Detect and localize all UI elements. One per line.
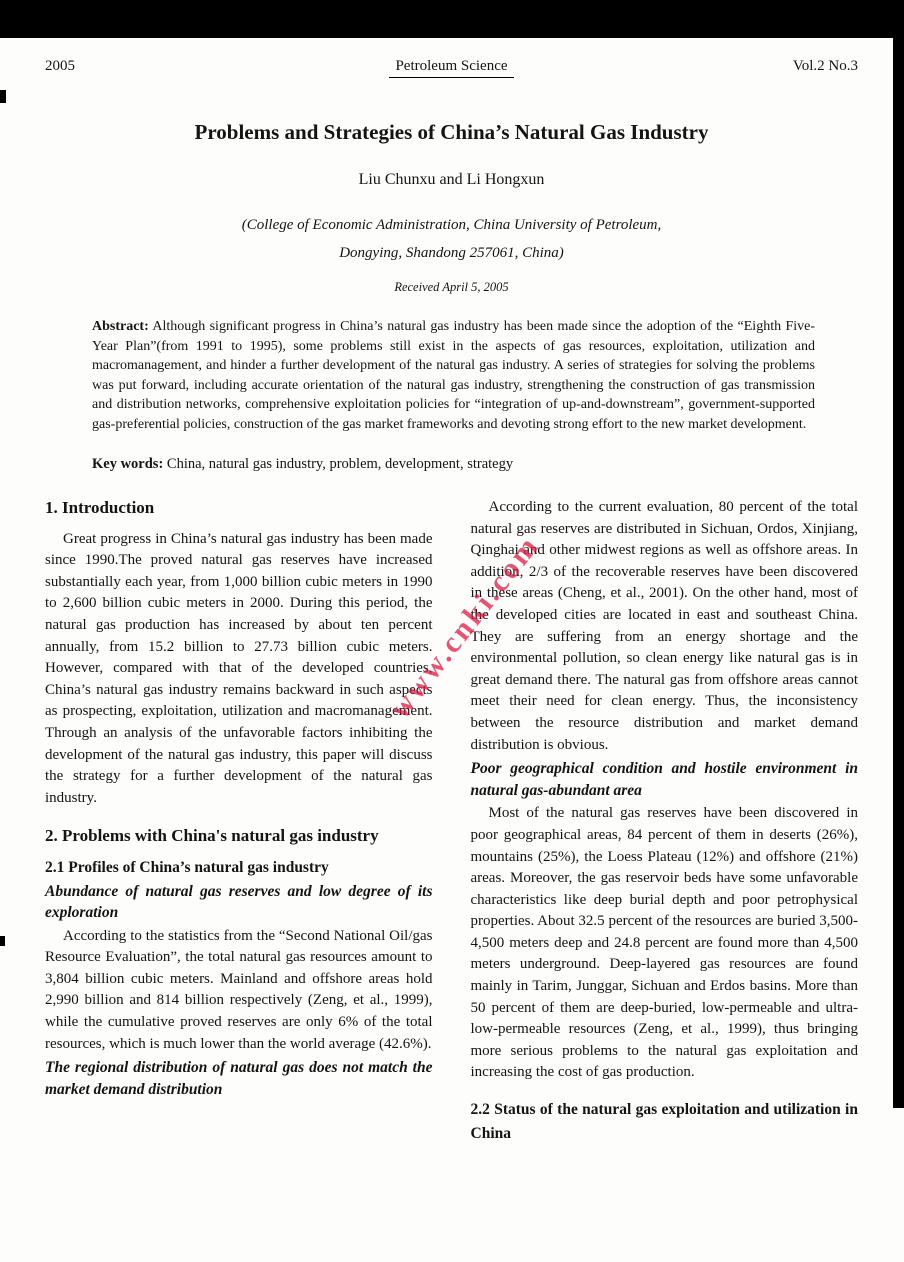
keywords-label: Key words:	[92, 456, 164, 472]
subtopic-abundance-heading: Abundance of natural gas reserves and low degree of its exploration	[45, 882, 433, 922]
header-year: 2005	[45, 58, 75, 74]
section-2-1-heading: 2.1 Profiles of China’s natural gas industry	[45, 858, 329, 876]
abstract	[92, 317, 815, 434]
section-1-heading: 1. Introduction	[45, 498, 155, 517]
keywords-text: China, natural gas industry, problem, development, strategy	[166, 456, 514, 472]
abstract-text: Although significant progress in China’s natural gas industry has been made since the adoption of the “Eighth Five-Year Plan”(from 1991 to 1995), some problems still exist in the aspects of gas resources, exploitation, utilization and macromanagement, and hinder a further development of the natural gas industry. A series of strategies for solving the problems was put forward, including accurate orientation of the natural gas industry, strengthening the construction of gas transmission and distribution networks, comprehensive exploitation policies for “integration of up-and-downstream”, government-supported gas-preferential policies, construction of the gas market frameworks and devoting strong effort to the new market development.	[92, 319, 815, 432]
subtopic-regional-paragraph: According to the current evaluation, 80 percent of the total natural gas reserves are distributed in Sichuan, Ordos, Xinjiang, Qinghai and other midwest regions as well as offshore areas. In addition, 2/3 of the recoverable reserves have been discovered in these areas (Cheng, et al., 2001). On the other hand, most of the developed cities are located in east and southeast China. They are suffering from an energy shortage and the environmental pollution, so clean energy like natural gas is in great demand there. The natural gas from offshore areas cannot meet their need for clean energy. Thus, the inconsistency between the resource distribution and market demand distribution is obvious.	[470, 499, 858, 753]
section-2-heading: 2. Problems with China's natural gas industry	[45, 826, 379, 846]
scan-artifact-left-mark	[0, 936, 5, 946]
keywords	[92, 456, 815, 473]
right-column	[471, 497, 859, 1148]
scan-artifact-left-mark	[0, 90, 6, 103]
authors: Liu Chunxu and Li Hongxun	[358, 171, 545, 188]
journal-name: Petroleum Science	[389, 58, 513, 78]
paper-title: Problems and Strategies of China’s Natural Gas Industry	[194, 120, 709, 144]
abstract-label: Abstract:	[92, 319, 149, 334]
subtopic-geography-paragraph: Most of the natural gas reserves have been discovered in poor geographical areas, 84 percent of them in deserts (26%), mountains (25%), the Loess Plateau (12%) and offshore (21%) areas. Moreover, the gas reservoir beds have some unfavorable characteristics like deep burial depth and poor petrophysical properties. About 32.5 percent of the resources are buried 3,500-4,500 meters deep and 24.8 percent are found more than 4,500 meters underground. Deep-layered gas resources are found mainly in Tarim, Junggar, Sichuan and Erdos basins. More than 50 percent of them are deep-buried, low-permeable and ultra-low-permeable resources (Zeng, et al., 1999), thus bringing more serious problems to the natural gas exploitation and increasing the cost of gas production.	[470, 805, 858, 1081]
subtopic-abundance-paragraph: According to the statistics from the “Second National Oil/gas Resource Evaluation”, the total natural gas resources amount to 3,804 billion cubic meters. Mainland and offshore areas hold 2,990 billion and 814 billion respectively (Zeng, et al., 1999), while the cumulative proved reserves are only 6% of the total resources, which is much lower than the world average (42.6%).	[45, 927, 433, 1052]
scan-artifact-top-edge	[0, 0, 904, 38]
body-columns	[45, 497, 858, 1148]
affiliation-line-1: (College of Economic Administration, China University of Petroleum,	[241, 217, 662, 233]
affiliation-line-2: Dongying, Shandong 257061, China)	[339, 245, 564, 261]
affiliation	[45, 211, 858, 267]
cnki-watermark: www.cnki.com	[383, 528, 547, 725]
section-2-2-heading: 2.2 Status of the natural gas exploitation and utilization in China	[470, 1101, 858, 1143]
volume-number: Vol.2 No.3	[792, 58, 858, 74]
page-content	[45, 38, 858, 1148]
subtopic-geography-heading: Poor geographical condition and hostile environment in natural gas-abundant area	[470, 760, 858, 799]
journal-name-wrap	[316, 58, 587, 78]
scan-artifact-right-edge	[893, 0, 904, 1108]
subtopic-regional-heading: The regional distribution of natural gas does not match the market demand distribution	[45, 1059, 433, 1098]
left-column	[45, 497, 433, 1148]
received-date: Received April 5, 2005	[394, 280, 509, 294]
section-1-paragraph: Great progress in China’s natural gas industry has been made since 1990.The proved natural gas reserves have increased substantially each year, from 1,000 billion cubic meters in 1990 to 2,600 billion cubic meters in 2000. During this period, the natural gas production has increased by about ten percent annually, from 15.2 billion to 27.73 billion cubic meters. However, compared with that of the developed countries, China’s natural gas industry remains backward in such aspects as prospecting, exploitation, utilization and macromanagement. Through an analysis of the unfavorable factors inhibiting the development of the natural gas industry, this paper will discuss the strategy for a further development of the natural gas industry.	[45, 530, 433, 806]
running-header	[45, 58, 858, 78]
